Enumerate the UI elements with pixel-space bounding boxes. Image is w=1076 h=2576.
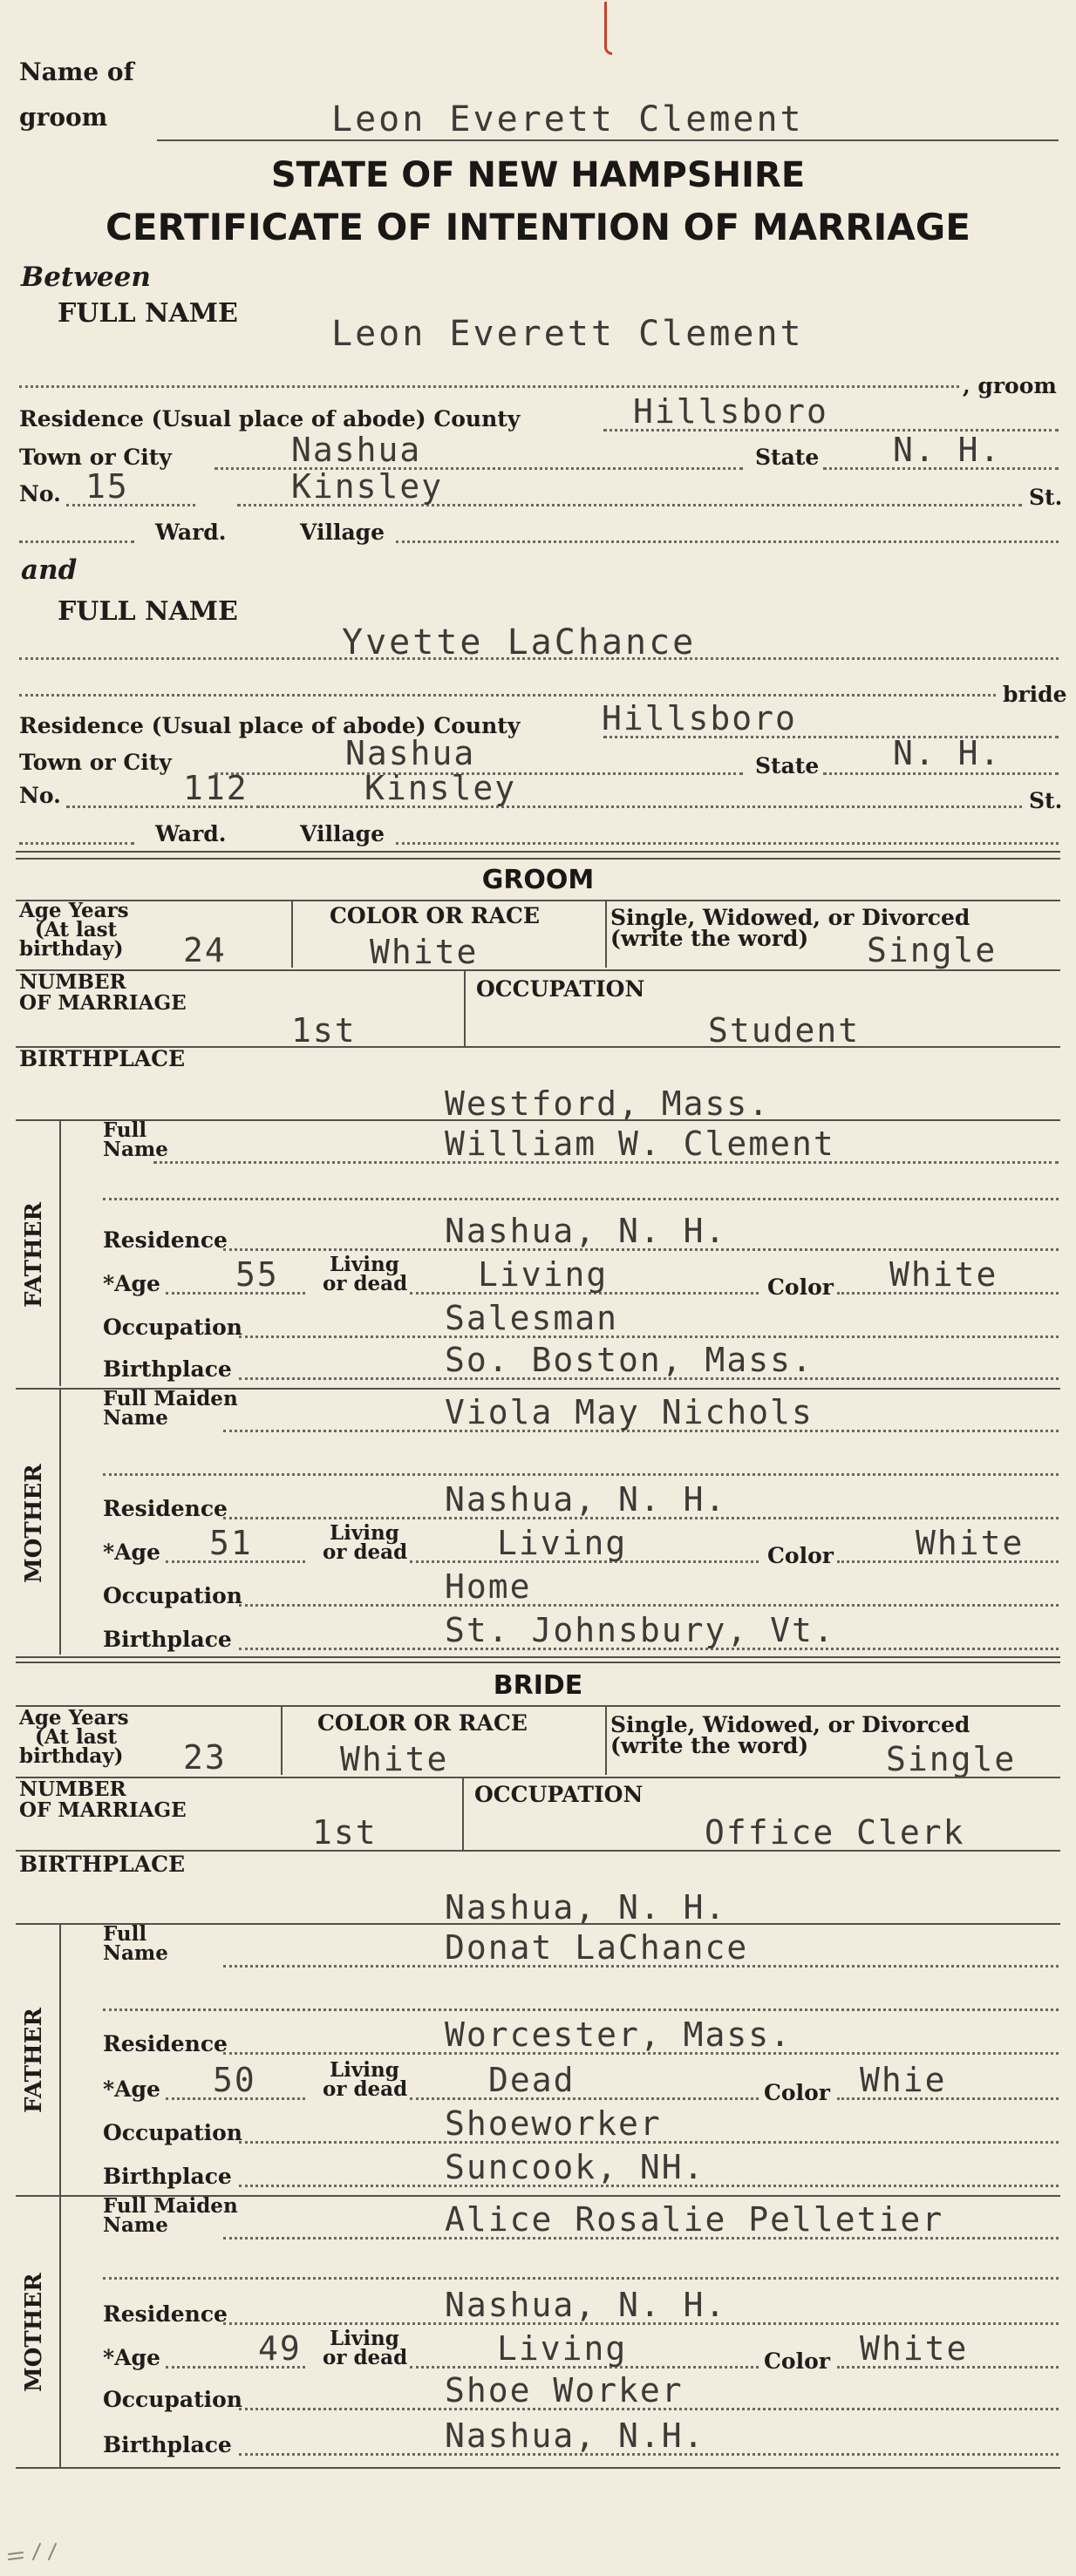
groom-mother-left-rule	[59, 1388, 61, 1655]
groom-father-color: White	[889, 1255, 998, 1294]
groom-cell-divider-2	[605, 901, 607, 968]
bride-father-name-label: Name	[103, 1941, 168, 1965]
groom-mother-label: MOTHER	[21, 1464, 47, 1583]
bride-mother-birthplace-label: Birthplace	[103, 2432, 232, 2457]
groom-word-label: groom	[19, 103, 108, 132]
groom-father-full-label: Full	[103, 1118, 147, 1142]
bride-father-occupation-label: Occupation	[103, 2120, 242, 2145]
bride-occupation-caps-label: OCCUPATION	[474, 1782, 644, 1807]
groom-age-years-label: Age Years	[19, 899, 129, 922]
groom-mother-residence-label: Residence	[103, 1496, 228, 1521]
bride-cell-divider-2	[605, 1707, 607, 1775]
bride-father-full-label: Full	[103, 1922, 147, 1946]
bride-mother-residence: Nashua, N. H.	[445, 2286, 727, 2324]
bride-mother-full-maiden-label: Full Maiden	[103, 2194, 238, 2218]
groom-age: 24	[183, 931, 227, 969]
bride-father-age-label: *Age	[103, 2076, 160, 2102]
groom-mother-living: Living	[497, 1524, 628, 1562]
groom-section-top-rule-2	[16, 858, 1060, 860]
groom-mother-name-label: Name	[103, 1406, 168, 1430]
groom-father-living-label: Living	[330, 1253, 399, 1276]
groom-father-label: FATHER	[21, 1201, 47, 1308]
groom-suffix-label: , groom	[963, 373, 1057, 398]
bride-father-left-rule	[59, 1923, 61, 2195]
groom-color-race-label: COLOR OR RACE	[330, 903, 540, 928]
bride-father-name: Donat LaChance	[445, 1928, 749, 1967]
groom-father-extra-dots	[103, 1198, 1059, 1200]
bride-no-label: No.	[19, 783, 61, 808]
bride-county: Hillsboro	[602, 699, 797, 737]
groom-header-rule	[16, 900, 1060, 901]
groom-village-label: Village	[300, 520, 385, 545]
groom-row1-rule	[16, 969, 1060, 971]
bride-mother-color-label: Color	[764, 2348, 830, 2374]
bride-section-heading: BRIDE	[493, 1670, 583, 1701]
groom-occupation-caps-label: OCCUPATION	[476, 976, 645, 1002]
bride-mother-occupation-label: Occupation	[103, 2387, 242, 2412]
bride-marriage-number: 1st	[312, 1813, 378, 1852]
bride-color: White	[340, 1740, 449, 1778]
groom-father-left-rule	[59, 1119, 61, 1386]
groom-mother-birthplace: St. Johnsbury, Vt.	[445, 1611, 835, 1649]
name-of-label: Name of	[19, 58, 134, 86]
bride-father-living-dots	[410, 2097, 759, 2100]
groom-write-word-label: (write the word)	[610, 926, 809, 951]
groom-section-top-rule	[16, 851, 1060, 853]
groom-mother-residence: Nashua, N. H.	[445, 1480, 727, 1519]
groom-mother-extra-dots	[103, 1473, 1059, 1476]
groom-town-label: Town or City	[19, 445, 172, 470]
groom-father-occupation: Salesman	[445, 1299, 619, 1337]
bride-color-race-label: COLOR OR RACE	[317, 1710, 528, 1736]
bride-father-label: FATHER	[21, 2007, 47, 2113]
groom-color: White	[370, 933, 479, 971]
bride-number-of-label: NUMBER	[19, 1777, 126, 1801]
groom-father-or-dead-label: or dead	[323, 1272, 408, 1295]
groom-birthplace: Westford, Mass.	[445, 1084, 771, 1123]
groom-father-residence-label: Residence	[103, 1227, 228, 1253]
bride-header-rule	[16, 1705, 1060, 1707]
bride-mother-name-label: Name	[103, 2213, 168, 2237]
bride-cell-divider-3	[462, 1777, 464, 1850]
bride-occupation: Office Clerk	[705, 1813, 965, 1852]
groom-birthplace-caps-label: BIRTHPLACE	[19, 1046, 186, 1071]
groom-mother-color-label: Color	[767, 1543, 834, 1568]
groom-mother-color: White	[916, 1524, 1025, 1562]
bride-at-last-label: (At last	[35, 1725, 118, 1749]
bride-father-residence-label: Residence	[103, 2031, 228, 2056]
groom-cell-divider-1	[291, 901, 293, 968]
groom-mother-or-dead-label: or dead	[323, 1540, 408, 1564]
groom-occupation: Student	[708, 1011, 861, 1050]
groom-number-of-label: NUMBER	[19, 970, 126, 994]
bride-birthplace: Nashua, N. H.	[445, 1888, 727, 1927]
header-groom-line	[157, 139, 1059, 141]
bride-town-label: Town or City	[19, 750, 172, 775]
bride-mother-living-label: Living	[330, 2327, 399, 2350]
bride-mother-birthplace: Nashua, N.H.	[445, 2416, 705, 2455]
groom-father-birthplace-label: Birthplace	[103, 1356, 232, 1382]
bride-status: Single	[886, 1740, 1017, 1778]
bride-mother-age-label: *Age	[103, 2345, 160, 2370]
groom-residence-label: Residence (Usual place of abode) County	[19, 406, 521, 432]
groom-father-living: Living	[478, 1255, 609, 1294]
bride-birthplace-caps-label: BIRTHPLACE	[19, 1852, 186, 1877]
bride-name-dots-2	[19, 694, 996, 697]
groom-street: Kinsley	[291, 467, 444, 506]
groom-full-name-label: FULL NAME	[58, 298, 238, 329]
groom-mother-bottom-rule	[16, 1656, 1060, 1658]
bride-state-dots	[823, 772, 1059, 775]
groom-mother-name: Viola May Nichols	[445, 1393, 814, 1431]
bride-mother-age: 49	[258, 2329, 302, 2368]
bride-ward-label: Ward.	[155, 821, 227, 846]
and-label: and	[21, 554, 78, 586]
groom-birthplace-rule	[16, 1119, 1060, 1121]
bride-write-word-label: (write the word)	[610, 1733, 809, 1758]
bride-village-dots	[396, 842, 1059, 845]
groom-section-heading: GROOM	[481, 865, 595, 895]
bride-age-years-label: Age Years	[19, 1706, 129, 1730]
groom-father-age-label: *Age	[103, 1271, 160, 1296]
bride-residence-label: Residence (Usual place of abode) County	[19, 713, 521, 738]
bride-mother-residence-label: Residence	[103, 2301, 228, 2327]
bride-birthplace-rule	[16, 1923, 1060, 1925]
groom-number: 15	[85, 467, 129, 506]
groom-mother-birthplace-label: Birthplace	[103, 1627, 232, 1652]
groom-single-widowed-label: Single, Widowed, or Divorced	[610, 905, 970, 930]
groom-father-birthplace: So. Boston, Mass.	[445, 1341, 814, 1379]
state-heading: STATE OF NEW HAMPSHIRE	[270, 155, 806, 195]
groom-father-occupation-label: Occupation	[103, 1315, 242, 1340]
groom-cell-divider-3	[464, 969, 466, 1046]
header-groom-name: Leon Everett Clement	[331, 99, 804, 139]
bride-state: N. H.	[893, 734, 1002, 772]
bride-street: Kinsley	[364, 769, 517, 807]
bride-mother-extra-dots	[103, 2277, 1059, 2280]
groom-status: Single	[867, 931, 998, 969]
bride-mother-bottom-rule	[16, 2467, 1060, 2469]
groom-no-label: No.	[19, 481, 61, 506]
bride-father-color-label: Color	[764, 2080, 830, 2105]
groom-name-dots	[19, 385, 959, 388]
bride-cell-divider-1	[281, 1707, 283, 1775]
bride-mother-occupation: Shoe Worker	[445, 2371, 684, 2409]
groom-mother-full-maiden-label: Full Maiden	[103, 1387, 238, 1410]
groom-county: Hillsboro	[633, 392, 828, 431]
groom-mother-occupation-dots	[239, 1604, 1059, 1607]
bride-father-birthplace-label: Birthplace	[103, 2164, 232, 2189]
groom-ward-dots	[19, 540, 134, 543]
bride-mother-color: White	[860, 2329, 969, 2368]
bride-state-label: State	[755, 753, 820, 778]
bride-father-color: Whie	[860, 2061, 947, 2099]
bride-st-label: St.	[1029, 788, 1063, 813]
groom-mother-occupation: Home	[445, 1567, 532, 1606]
groom-state: N. H.	[893, 431, 1002, 469]
groom-at-last-label: (At last	[35, 918, 118, 941]
bride-number: 112	[183, 769, 249, 807]
bride-single-widowed-label: Single, Widowed, or Divorced	[610, 1712, 970, 1737]
bride-birthday-label: birthday)	[19, 1744, 124, 1768]
bride-age: 23	[183, 1738, 227, 1777]
groom-of-marriage-label: OF MARRIAGE	[19, 991, 187, 1015]
groom-ward-label: Ward.	[155, 520, 227, 545]
bride-name-dots-1	[19, 657, 1059, 660]
between-label: Between	[21, 262, 151, 293]
bride-father-occupation: Shoeworker	[445, 2104, 662, 2143]
bride-mother-living: Living	[497, 2329, 628, 2368]
groom-mother-bottom-rule-2	[16, 1662, 1060, 1663]
bride-mother-left-rule	[59, 2195, 61, 2469]
bride-mother-label: MOTHER	[21, 2273, 47, 2392]
bride-mother-name: Alice Rosalie Pelletier	[445, 2200, 944, 2239]
bride-mother-or-dead-label: or dead	[323, 2346, 408, 2369]
bride-father-extra-dots	[103, 2008, 1059, 2011]
bride-father-living-label: Living	[330, 2058, 399, 2082]
groom-father-name: William W. Clement	[445, 1125, 835, 1163]
groom-father-name-label: Name	[103, 1138, 168, 1161]
bride-father-age: 50	[213, 2061, 256, 2099]
groom-mother-living-label: Living	[330, 1521, 399, 1545]
bride-village-label: Village	[300, 821, 385, 846]
groom-town: Nashua	[291, 431, 422, 469]
bride-of-marriage-label: OF MARRIAGE	[19, 1798, 187, 1822]
groom-father-residence: Nashua, N. H.	[445, 1212, 727, 1250]
groom-father-age: 55	[235, 1255, 279, 1294]
bride-full-name-label: FULL NAME	[58, 596, 238, 627]
red-tick-mark	[604, 2, 612, 55]
bride-town: Nashua	[345, 734, 476, 772]
bride-father-residence: Worcester, Mass.	[445, 2015, 793, 2054]
bride-full-name: Yvette LaChance	[342, 622, 697, 663]
bride-suffix-label: bride	[1003, 682, 1067, 707]
groom-marriage-number: 1st	[291, 1011, 357, 1050]
bride-father-living: Dead	[488, 2061, 575, 2099]
groom-father-occupation-dots	[239, 1336, 1059, 1338]
groom-birthday-label: birthday)	[19, 937, 124, 961]
groom-st-label: St.	[1029, 485, 1063, 510]
groom-state-label: State	[755, 445, 820, 470]
groom-village-dots	[396, 540, 1059, 543]
groom-mother-age-label: *Age	[103, 1539, 160, 1565]
bride-ward-dots	[19, 842, 134, 845]
groom-father-color-label: Color	[767, 1274, 834, 1300]
bride-row1-rule	[16, 1777, 1060, 1778]
groom-full-name: Leon Everett Clement	[331, 314, 804, 354]
bride-father-birthplace: Suncook, NH.	[445, 2148, 705, 2186]
pencil-mark-icon	[3, 2533, 73, 2568]
groom-mother-occupation-label: Occupation	[103, 1583, 242, 1608]
certificate-title: CERTIFICATE OF INTENTION OF MARRIAGE	[106, 206, 970, 248]
groom-mother-age: 51	[209, 1524, 253, 1562]
bride-father-or-dead-label: or dead	[323, 2077, 408, 2101]
